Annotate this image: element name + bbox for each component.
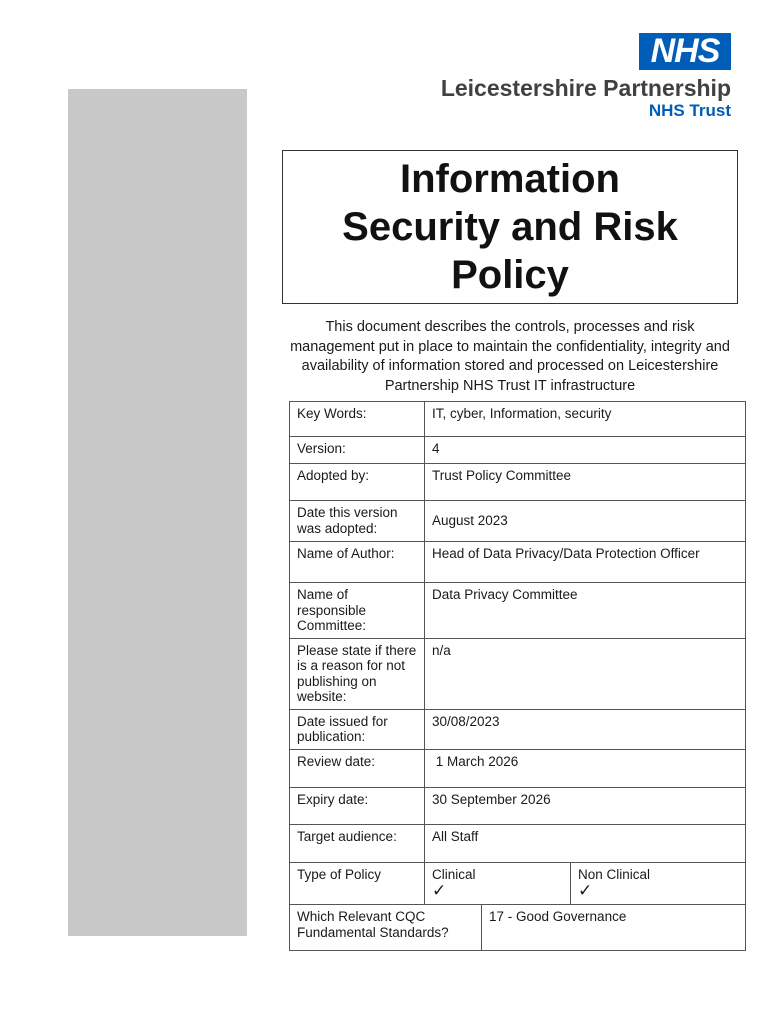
row-value: 30/08/2023 bbox=[425, 709, 746, 749]
row-label: Version: bbox=[290, 437, 425, 464]
row-label: Date this version was adopted: bbox=[290, 501, 425, 542]
row-label: Review date: bbox=[290, 749, 425, 787]
policy-type-label: Type of Policy bbox=[290, 862, 425, 905]
document-title bbox=[342, 155, 678, 299]
clinical-label: Clinical bbox=[432, 866, 476, 882]
table-row bbox=[290, 583, 746, 639]
row-label: Key Words: bbox=[290, 402, 425, 437]
table-row bbox=[290, 824, 746, 862]
row-label: Target audience: bbox=[290, 824, 425, 862]
row-label: Name of responsible Committee: bbox=[290, 583, 425, 639]
row-value: n/a bbox=[425, 638, 746, 709]
table-row bbox=[290, 709, 746, 749]
title-line-2: Security and Risk bbox=[342, 205, 678, 249]
row-label: Please state if there is a reason for not publishing on website: bbox=[290, 638, 425, 709]
table-row bbox=[290, 862, 746, 905]
policy-type-non-clinical bbox=[571, 862, 746, 905]
row-label: Expiry date: bbox=[290, 787, 425, 824]
org-name: Leicestershire Partnership bbox=[440, 75, 731, 101]
table-row bbox=[290, 501, 746, 542]
policy-type-clinical bbox=[425, 862, 571, 905]
cqc-label: Which Relevant CQC Fundamental Standards? bbox=[290, 905, 482, 951]
row-value: August 2023 bbox=[425, 501, 746, 542]
document-summary: This document describes the controls, processes and risk management put in place to maintain the confidentiality, integrity and availability of information stored and processed on Leicestershire Partnership NHS Trust IT infrastructure bbox=[290, 319, 730, 394]
table-row bbox=[290, 787, 746, 824]
check-icon: ✓ bbox=[578, 881, 593, 900]
row-value: All Staff bbox=[425, 824, 746, 862]
title-line-1: Information bbox=[400, 157, 620, 201]
table-row bbox=[290, 749, 746, 787]
sidebar-decoration bbox=[68, 89, 247, 936]
check-icon: ✓ bbox=[432, 881, 447, 900]
table-row bbox=[290, 542, 746, 583]
nhs-logo: NHS bbox=[639, 33, 731, 70]
row-label: Name of Author: bbox=[290, 542, 425, 583]
table-row bbox=[290, 905, 746, 951]
row-value: 4 bbox=[425, 437, 746, 464]
row-label: Adopted by: bbox=[290, 464, 425, 501]
row-value: 30 September 2026 bbox=[425, 787, 746, 824]
row-value: Data Privacy Committee bbox=[425, 583, 746, 639]
non-clinical-label: Non Clinical bbox=[578, 866, 651, 882]
row-label: Date issued for publication: bbox=[290, 709, 425, 749]
table-row bbox=[290, 402, 746, 437]
table-row bbox=[290, 464, 746, 501]
row-value: IT, cyber, Information, security bbox=[425, 402, 746, 437]
row-value: Trust Policy Committee bbox=[425, 464, 746, 501]
row-value: 1 March 2026 bbox=[425, 749, 746, 787]
cqc-value: 17 - Good Governance bbox=[482, 905, 746, 951]
table-row bbox=[290, 437, 746, 464]
row-value: Head of Data Privacy/Data Protection Officer bbox=[425, 542, 746, 583]
title-box bbox=[282, 150, 738, 304]
title-line-3: Policy bbox=[451, 253, 569, 297]
org-subtitle: NHS Trust bbox=[648, 101, 731, 120]
document-metadata-table bbox=[289, 401, 746, 951]
table-row bbox=[290, 638, 746, 709]
